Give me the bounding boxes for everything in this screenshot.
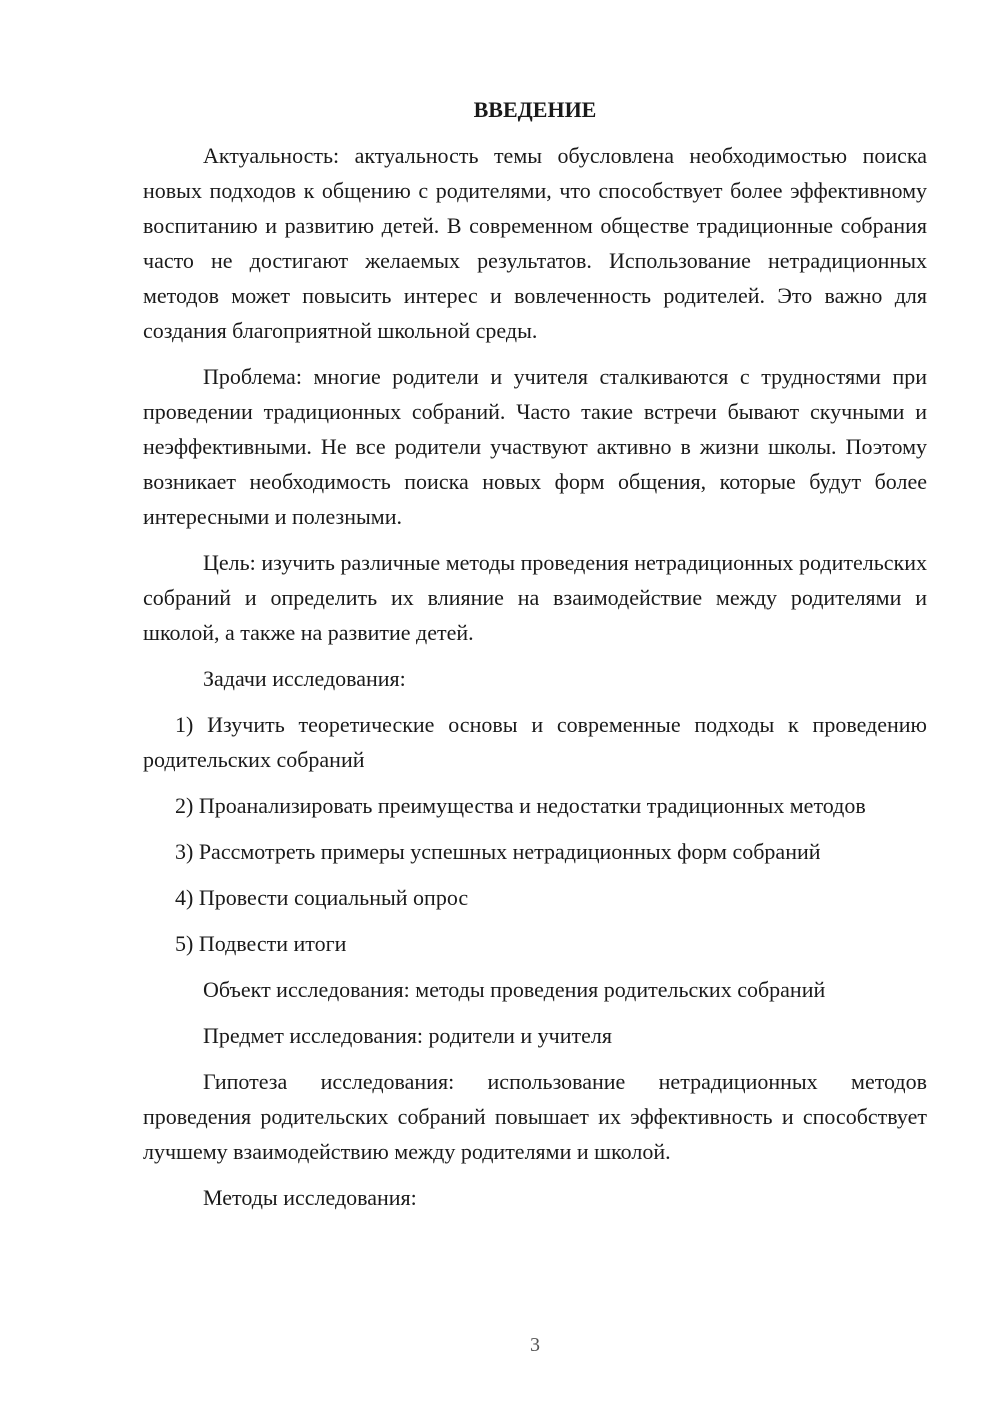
- methods-heading: Методы исследования:: [203, 1185, 417, 1210]
- task-item: 2) Проанализировать преимущества и недостатки традиционных методов: [175, 793, 866, 818]
- subject-paragraph: Предмет исследования: родители и учителя: [203, 1023, 612, 1048]
- task-item: 3) Рассмотреть примеры успешных нетрадиционных форм собраний: [175, 839, 821, 864]
- object-paragraph: Объект исследования: методы проведения родительских собраний: [203, 977, 826, 1002]
- document-page: [143, 95, 927, 1226]
- section-title: ВВЕДЕНИЕ: [473, 97, 597, 122]
- tasks-heading: Задачи исследования:: [203, 666, 406, 691]
- page-number: 3: [530, 1334, 540, 1356]
- goal-paragraph: Цель: изучить различные методы проведения нетрадиционных родительских собраний и определить их влияние на взаимодействие между родителями и школой, а также на развитие детей.: [143, 550, 927, 645]
- relevance-paragraph: Актуальность: актуальность темы обусловлена необходимостью поиска новых подходов к общению с родителями, что способствует более эффективному воспитанию и развитию детей. В современном обществе традиционные собрания часто не достигают желаемых результатов. Использование нетрадиционных методов может повысить интерес и вовлеченность родителей. Это важно для создания благоприятной школьной среды.: [143, 143, 927, 343]
- task-item: 1) Изучить теоретические основы и современные подходы к проведению родительских собраний: [143, 712, 927, 772]
- task-item: 4) Провести социальный опрос: [175, 885, 469, 910]
- problem-paragraph: Проблема: многие родители и учителя сталкиваются с трудностями при проведении традиционных собраний. Часто такие встречи бывают скучными и неэффективными. Не все родители участвуют активно в жизни школы. Поэтому возникает необходимость поиска новых форм общения, которые будут более интересными и полезными.: [143, 364, 927, 529]
- hypothesis-paragraph: Гипотеза исследования: использование нетрадиционных методов проведения родительских собраний повышает их эффективность и способствует лучшему взаимодействию между родителями и школой.: [143, 1069, 927, 1164]
- task-item: 5) Подвести итоги: [175, 931, 347, 956]
